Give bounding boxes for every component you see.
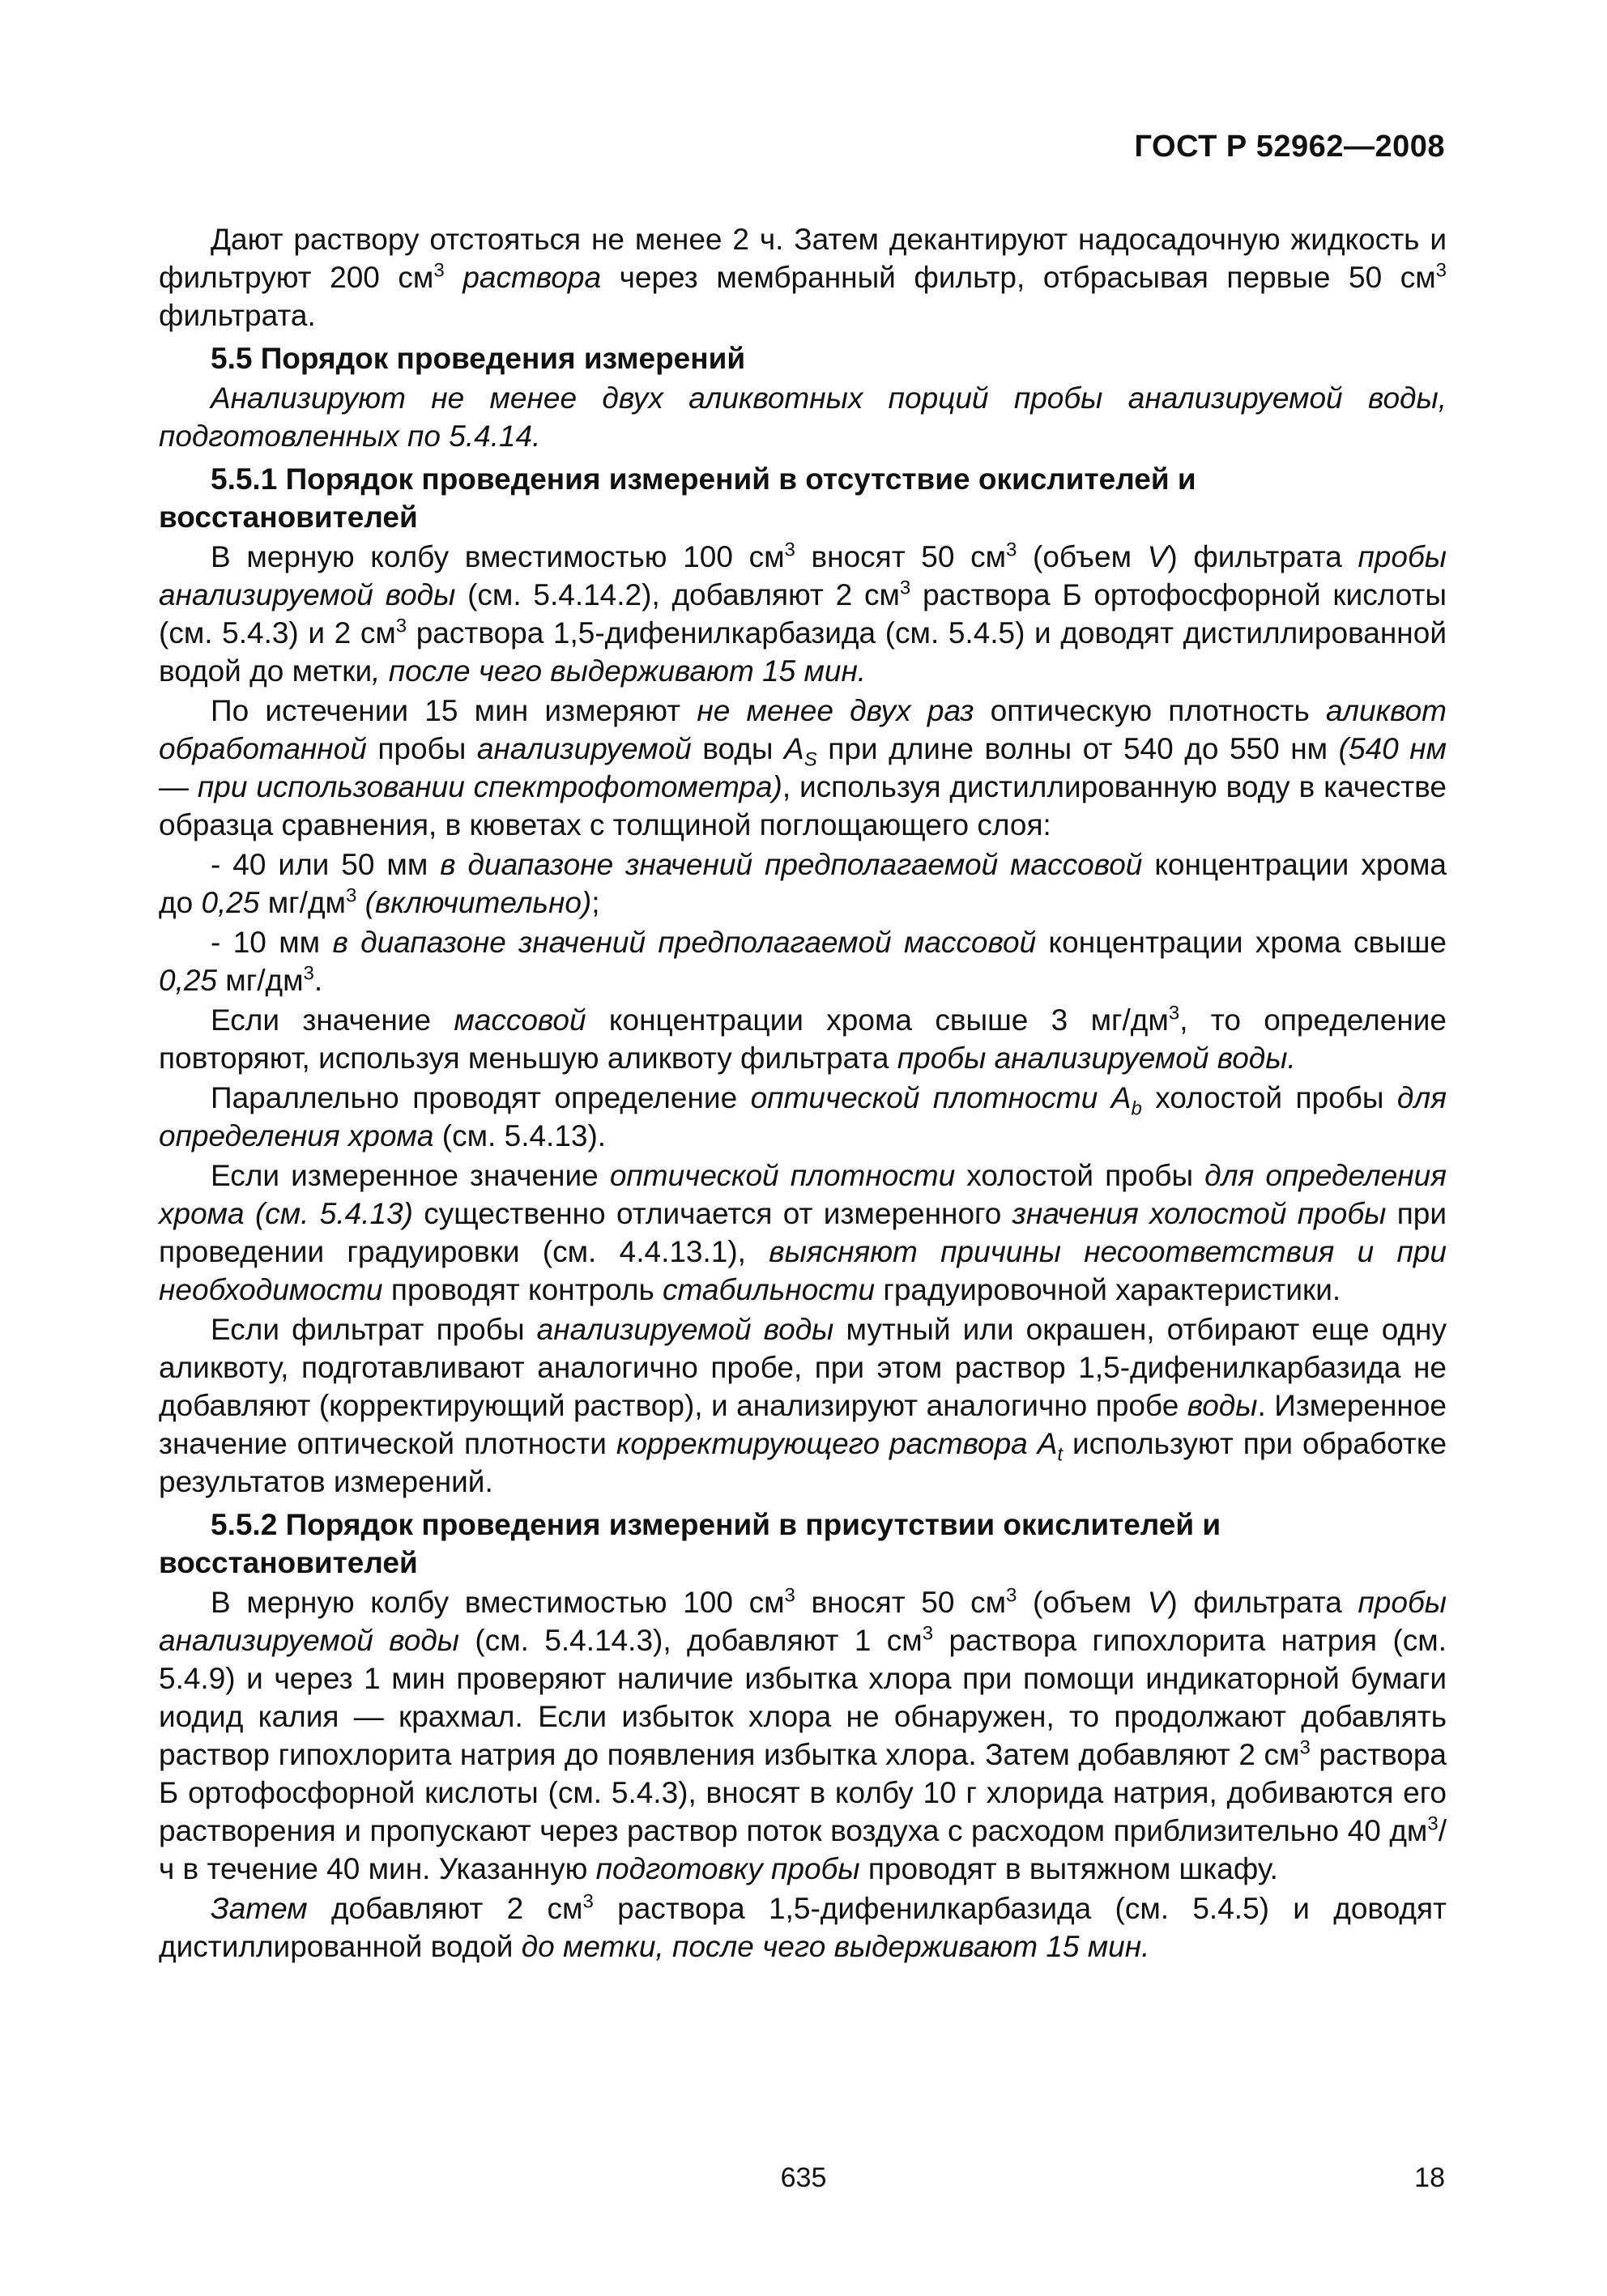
page-number-right: 18	[1414, 2162, 1445, 2193]
paragraph-blank-deviation: Если измеренное значение оптической плотности холостой пробы для определения хрома (см. 5.4.13) существенно отличается от измеренного значения холостой пробы при проведении градуировки (см. 4.4.13.1), выясняют причины несоответствия и при необходимости проводят контроль стабильности градуировочной характеристики.	[159, 1159, 1447, 1306]
list-item-10mm: - 10 мм в диапазоне значений предполагаемой массовой концентрации хрома свыше 0,25 $мг/дм^3$.	[159, 926, 1447, 997]
section-heading-5-5: 5.5 Порядок проведения измерений	[211, 342, 746, 375]
paragraph-flask-procedure: В мерную колбу вместимостью 100 $см^3$ вносят 50 $см^3$ (объем V) фильтрата пробы анализируемой воды (см. 5.4.14.2), добавляют 2 $см^3$ раствора Б ортофосфорной кислоты (см. 5.4.3) и 2 $см^3$ раствора 1,5-дифенилкарбазида (см. 5.4.5) и доводят дистиллированной водой до метки, после чего выдерживают 15 мин.	[159, 539, 1447, 688]
paragraph-oxidizers-procedure: В мерную колбу вместимостью 100 $см^3$ вносят 50 $см^3$ (объем V) фильтрата пробы анализируемой воды (см. 5.4.14.3), добавляют 1 $см^3$ раствора гипохлорита натрия (см. 5.4.9) и через 1 мин проверяют наличие избытка хлора при помощи индикаторной бумаги иодид калия — крахмал. Если избыток хлора не обнаружен, то продолжают добавлять раствор гипохлорита натрия до появления избытка хлора. Затем добавляют 2 $см^3$ раствора Б ортофосфорной кислоты (см. 5.4.3), вносят в колбу 10 г хлорида натрия, добиваются его растворения и пропускают через раствор поток воздуха с расходом приблизительно 40 $дм^3/ч$ в течение 40 мин. Указанную подготовку пробы проводят в вытяжном шкафу.	[159, 1584, 1447, 1885]
document-code-header: ГОСТ Р 52962—2008	[1134, 130, 1445, 164]
section-heading-5-5-1: 5.5.1 Порядок проведения измерений в отсутствие окислителей и восстановителей	[159, 462, 1196, 534]
document-body	[159, 220, 1447, 1967]
section-heading-5-5-2: 5.5.2 Порядок проведения измерений в присутствии окислителей и восстановителей	[159, 1508, 1221, 1579]
paragraph-optical-density: По истечении 15 мин измеряют не менее двух раз оптическую плотность аликвот обработанной пробы анализируемой воды $A_S$ при длине волны от 540 до 550 нм (540 нм — при использовании спектрофотометра), используя дистиллированную воду в качестве образца сравнения, в кюветах с толщиной поглощающего слоя:	[159, 694, 1447, 841]
paragraph-blank-sample: Параллельно проводят определение оптической плотности $A_b$ холостой пробы для определения хрома (см. 5.4.13).	[159, 1081, 1447, 1152]
paragraph-turbid-filtrate: Если фильтрат пробы анализируемой воды мутный или окрашен, отбирают еще одну аликвоту, подготавливают аналогично пробе, при этом раствор 1,5-дифенилкарбазида не добавляют (корректирующий раствор), и анализируют аналогично пробе воды. Измеренное значение оптической плотности корректирующего раствора $A_t$ используют при обработке результатов измерений.	[159, 1313, 1447, 1498]
paragraph-settling: Дают раствору отстояться не менее 2 ч. Затем декантируют надосадочную жидкость и фильтруют 200 $см^3$ раствора через мембранный фильтр, отбрасывая первые 50 $см^3$ фильтрата.	[159, 223, 1447, 332]
page-number-center: 635	[780, 2162, 827, 2193]
paragraph-repeat-measurement: Если значение массовой концентрации хрома свыше 3 $мг/дм^3$, то определение повторяют, используя меньшую аликвоту фильтрата пробы анализируемой воды.	[159, 1002, 1447, 1075]
paragraph-aliquots: Анализируют не менее двух аликвотных порций пробы анализируемой воды, подготовленных по 5.4.14.	[159, 381, 1447, 453]
paragraph-final-step: Затем добавляют 2 $см^3$ раствора 1,5-дифенилкарбазида (см. 5.4.5) и доводят дистиллированной водой до метки, после чего выдерживают 15 мин.	[159, 1890, 1447, 1963]
list-item-40-50mm: - 40 или 50 мм в диапазоне значений предполагаемой массовой концентрации хрома до 0,25 $мг/дм^3$ (включительно);	[159, 848, 1447, 919]
